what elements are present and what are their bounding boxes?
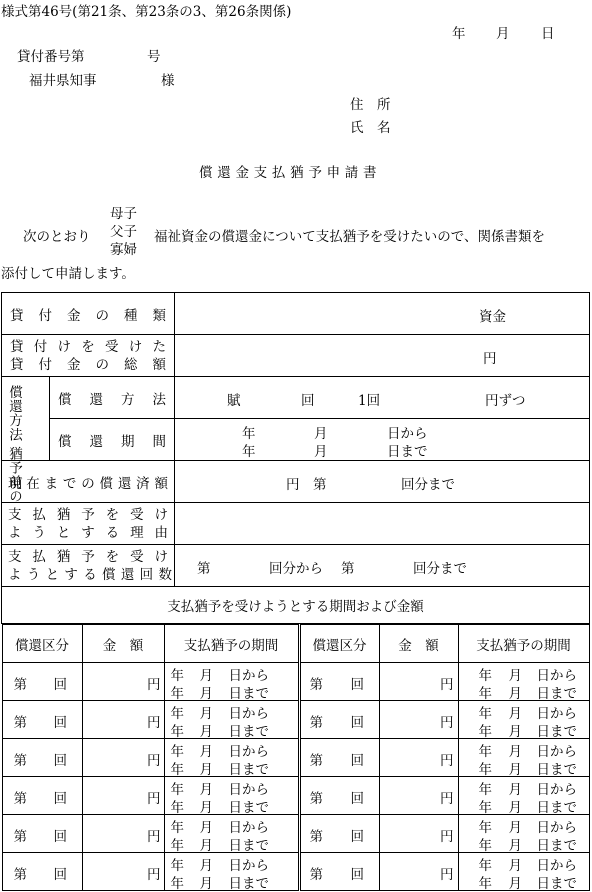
to-year: 年 (170, 838, 184, 854)
kai-text: 回 (53, 829, 67, 845)
loan-number-suffix: 号 (147, 49, 161, 65)
to-day: 日まで (536, 800, 577, 816)
addressee-suffix: 様 (161, 73, 175, 89)
to-month: 月 (508, 762, 522, 778)
to-day: 日まで (228, 800, 269, 816)
period-from-day: 日から (387, 426, 428, 442)
page-title: 償還金支払猶予申請書 (199, 165, 382, 181)
dai-text: 第 (13, 791, 27, 807)
period-label-cell (50, 419, 175, 461)
to-year: 年 (170, 724, 184, 740)
category-cell[interactable] (299, 739, 379, 777)
method-value-cell[interactable] (175, 377, 590, 419)
to-month: 月 (199, 686, 213, 702)
body-prefix: 次のとおり (23, 229, 91, 245)
category-cell[interactable] (299, 853, 379, 891)
header-period-right: 支払猶予の期間 (458, 625, 589, 663)
kai-text: 回 (53, 753, 67, 769)
to-day: 日まで (228, 686, 269, 702)
total-amount-label-line2: 貸付金の総額 (10, 356, 166, 373)
from-month: 月 (199, 782, 213, 798)
date-day: 日 (541, 26, 555, 42)
category-cell[interactable] (2, 853, 82, 891)
to-month: 月 (508, 800, 522, 816)
amount-cell[interactable] (379, 701, 458, 739)
amount-cell[interactable] (379, 853, 458, 891)
reason-label-line2: ようとする理由 (8, 524, 168, 541)
to-year: 年 (478, 838, 492, 854)
amount-cell[interactable] (82, 663, 164, 701)
dai-text: 第 (13, 867, 27, 883)
repaid-label: 現在までの償還済額 (8, 475, 168, 492)
option-fushi: 父子 (110, 224, 137, 240)
yen-text: 円 (440, 715, 454, 731)
to-day: 日まで (536, 762, 577, 778)
times-dai-2: 第 (341, 561, 355, 577)
total-amount-label-line1: 貸付けを受けた (10, 338, 166, 355)
table-row (2, 739, 589, 777)
period-to-day: 日まで (387, 444, 428, 460)
yen-text: 円 (440, 753, 454, 769)
yen-text: 円 (147, 753, 161, 769)
yen-text: 円 (147, 867, 161, 883)
period-cell[interactable] (164, 777, 299, 815)
times-dai-1: 第 (197, 561, 211, 577)
to-month: 月 (508, 686, 522, 702)
period-cell[interactable] (458, 663, 589, 701)
to-month: 月 (199, 876, 213, 892)
category-cell[interactable] (2, 777, 82, 815)
repaid-yen: 円 (286, 477, 300, 493)
body-main-text: 福祉資金の償還金について支払猶予を受けたいので、関係書類を (154, 229, 545, 245)
to-day: 日まで (536, 838, 577, 854)
amount-cell[interactable] (82, 853, 164, 891)
yen-text: 円 (147, 677, 161, 693)
kai-text: 回 (350, 677, 364, 693)
method-label: 償還方法 (58, 391, 166, 408)
repayment-group-label (5, 385, 22, 503)
yen-text: 円 (440, 791, 454, 807)
to-day: 日まで (228, 724, 269, 740)
times-until: 回分まで (413, 561, 467, 577)
period-from-year: 年 (242, 426, 256, 442)
row-repayment-method (2, 377, 590, 419)
from-year: 年 (170, 820, 184, 836)
to-year: 年 (170, 762, 184, 778)
row-times (2, 545, 590, 587)
date-year: 年 (452, 26, 466, 42)
from-month: 月 (199, 858, 213, 874)
total-amount-yen: 円 (483, 351, 497, 367)
reason-value-cell[interactable] (175, 503, 590, 545)
to-month: 月 (508, 724, 522, 740)
from-month: 月 (508, 668, 522, 684)
from-year: 年 (478, 668, 492, 684)
kai-text: 回 (53, 677, 67, 693)
times-label-line2: ようとする償還回数 (8, 566, 172, 583)
yen-text: 円 (147, 791, 161, 807)
kai-text: 回 (350, 791, 364, 807)
category-cell[interactable] (299, 777, 379, 815)
period-cell[interactable] (458, 853, 589, 891)
table-row (2, 853, 589, 891)
period-cell[interactable] (458, 739, 589, 777)
amount-cell[interactable] (82, 815, 164, 853)
name-label: 氏 名 (350, 120, 391, 136)
from-year: 年 (478, 744, 492, 760)
kai-text: 回 (350, 829, 364, 845)
to-day: 日まで (228, 762, 269, 778)
sub-table-cell (2, 624, 590, 892)
loan-type-value-cell[interactable] (175, 293, 590, 335)
to-year: 年 (478, 724, 492, 740)
loan-type-label-cell (2, 293, 175, 335)
total-amount-value-cell[interactable] (175, 335, 590, 377)
from-month: 月 (508, 858, 522, 874)
repaid-until: 回分まで (401, 477, 455, 493)
from-year: 年 (478, 706, 492, 722)
period-label: 償還期間 (58, 433, 166, 450)
category-cell[interactable] (2, 739, 82, 777)
period-cell[interactable] (458, 815, 589, 853)
body-continuation: 添付して申請します。 (1, 266, 135, 282)
category-cell[interactable] (299, 815, 379, 853)
row-sub-table (2, 624, 590, 892)
loan-type-label: 貸付金の種類 (10, 307, 166, 324)
from-year: 年 (478, 820, 492, 836)
dai-text: 第 (309, 677, 323, 693)
from-day: 日から (228, 782, 269, 798)
sub-table-body (2, 663, 589, 891)
total-amount-label-cell (2, 335, 175, 377)
from-month: 月 (199, 744, 213, 760)
to-year: 年 (170, 876, 184, 892)
from-day: 日から (536, 858, 577, 874)
date-month: 月 (496, 26, 510, 42)
to-year: 年 (478, 876, 492, 892)
amount-cell[interactable] (82, 739, 164, 777)
header-amount-left: 金 額 (82, 625, 164, 663)
form-number: 様式第46号(第21条、第23条の3、第26条関係) (1, 4, 292, 20)
yen-text: 円 (147, 829, 161, 845)
row-total-amount (2, 335, 590, 377)
loan-type-suffix: 資金 (479, 309, 506, 325)
sub-header-row (2, 625, 589, 663)
from-year: 年 (170, 744, 184, 760)
category-cell[interactable] (2, 815, 82, 853)
row-repayment-period (2, 419, 590, 461)
repaid-value-cell[interactable] (175, 461, 590, 503)
from-year: 年 (170, 858, 184, 874)
row-reason (2, 503, 590, 545)
yen-text: 円 (440, 867, 454, 883)
dai-text: 第 (13, 677, 27, 693)
to-month: 月 (508, 838, 522, 854)
yen-text: 円 (440, 829, 454, 845)
from-day: 日から (228, 820, 269, 836)
from-month: 月 (508, 744, 522, 760)
yen-text: 円 (440, 677, 454, 693)
to-year: 年 (478, 800, 492, 816)
from-day: 日から (228, 706, 269, 722)
category-cell[interactable] (299, 701, 379, 739)
table-row (2, 777, 589, 815)
period-cell[interactable] (164, 701, 299, 739)
period-cell[interactable] (164, 739, 299, 777)
to-day: 日まで (536, 724, 577, 740)
dai-text: 第 (13, 829, 27, 845)
household-options (110, 205, 137, 259)
period-cell[interactable] (164, 663, 299, 701)
kai-text: 回 (350, 753, 364, 769)
amount-cell[interactable] (379, 663, 458, 701)
loan-number-label: 貸付番号第 (17, 49, 85, 65)
option-kafu: 寡婦 (110, 242, 137, 258)
amount-cell[interactable] (82, 701, 164, 739)
table-row (2, 663, 589, 701)
amount-cell[interactable] (379, 815, 458, 853)
period-cell[interactable] (458, 777, 589, 815)
times-from: 回分から (269, 561, 323, 577)
times-value-cell[interactable] (175, 545, 590, 587)
method-one-time: 1回 (358, 393, 381, 409)
address-label: 住 所 (350, 97, 391, 113)
amount-cell[interactable] (379, 739, 458, 777)
period-cell[interactable] (458, 701, 589, 739)
amount-cell[interactable] (379, 777, 458, 815)
repayment-group-label-col1: 償還方法 (6, 385, 22, 442)
to-year: 年 (170, 800, 184, 816)
header-amount-right: 金 額 (379, 625, 458, 663)
amount-cell[interactable] (82, 777, 164, 815)
to-day: 日まで (228, 876, 269, 892)
from-year: 年 (170, 782, 184, 798)
repaid-label-cell (2, 461, 175, 503)
period-cell[interactable] (164, 815, 299, 853)
from-day: 日から (228, 668, 269, 684)
to-month: 月 (199, 762, 213, 778)
times-label-line1: 支払猶予を受け (8, 548, 168, 565)
kai-text: 回 (53, 791, 67, 807)
to-year: 年 (478, 762, 492, 778)
period-to-year: 年 (242, 444, 256, 460)
to-day: 日まで (536, 686, 577, 702)
kai-text: 回 (53, 867, 67, 883)
header-category-right: 償還区分 (299, 625, 379, 663)
to-month: 月 (199, 838, 213, 854)
method-label-cell (50, 377, 175, 419)
to-day: 日まで (228, 838, 269, 854)
table-row (2, 701, 589, 739)
repaid-dai: 第 (313, 477, 327, 493)
dai-text: 第 (13, 753, 27, 769)
from-year: 年 (478, 858, 492, 874)
from-day: 日から (536, 782, 577, 798)
dai-text: 第 (309, 829, 323, 845)
to-month: 月 (508, 876, 522, 892)
repayment-group-label-cell (2, 377, 50, 504)
row-repaid-amount (2, 461, 590, 503)
dai-text: 第 (309, 867, 323, 883)
deferral-schedule-table (2, 624, 590, 891)
from-month: 月 (199, 668, 213, 684)
addressee: 福井県知事 (29, 73, 97, 89)
from-month: 月 (508, 706, 522, 722)
yen-text: 円 (147, 715, 161, 731)
dai-text: 第 (13, 715, 27, 731)
kai-text: 回 (53, 715, 67, 731)
row-loan-type (2, 293, 590, 335)
from-year: 年 (170, 706, 184, 722)
dai-text: 第 (309, 753, 323, 769)
from-day: 日から (228, 744, 269, 760)
from-month: 月 (199, 706, 213, 722)
kai-text: 回 (350, 715, 364, 731)
method-fu: 賦 (227, 393, 241, 409)
from-day: 日から (228, 858, 269, 874)
period-value-cell[interactable] (175, 419, 590, 461)
to-day: 日まで (536, 876, 577, 892)
header-category-left: 償還区分 (2, 625, 82, 663)
reason-label-cell (2, 503, 175, 545)
times-label-cell (2, 545, 175, 587)
section-title: 支払猶予を受けようとする期間および金額 (2, 587, 590, 624)
from-day: 日から (536, 706, 577, 722)
method-per: 円ずつ (485, 393, 526, 409)
kai-text: 回 (350, 867, 364, 883)
repayment-group-label-col2: 猶予前の (6, 446, 22, 504)
from-day: 日から (536, 820, 577, 836)
from-year: 年 (478, 782, 492, 798)
category-cell[interactable] (2, 663, 82, 701)
application-table (1, 292, 590, 891)
reason-label-line1: 支払猶予を受け (8, 506, 168, 523)
from-month: 月 (508, 782, 522, 798)
to-month: 月 (199, 800, 213, 816)
from-year: 年 (170, 668, 184, 684)
dai-text: 第 (309, 791, 323, 807)
from-day: 日から (536, 668, 577, 684)
dai-text: 第 (309, 715, 323, 731)
option-boshi: 母子 (110, 206, 137, 222)
row-section-title (2, 587, 590, 624)
to-year: 年 (478, 686, 492, 702)
category-cell[interactable] (299, 663, 379, 701)
from-day: 日から (536, 744, 577, 760)
from-month: 月 (508, 820, 522, 836)
category-cell[interactable] (2, 701, 82, 739)
to-year: 年 (170, 686, 184, 702)
method-kai: 回 (301, 393, 315, 409)
from-month: 月 (199, 820, 213, 836)
to-month: 月 (199, 724, 213, 740)
header-period-left: 支払猶予の期間 (164, 625, 299, 663)
table-row (2, 815, 589, 853)
period-from-month: 月 (314, 426, 328, 442)
period-to-month: 月 (314, 444, 328, 460)
period-cell[interactable] (164, 853, 299, 891)
